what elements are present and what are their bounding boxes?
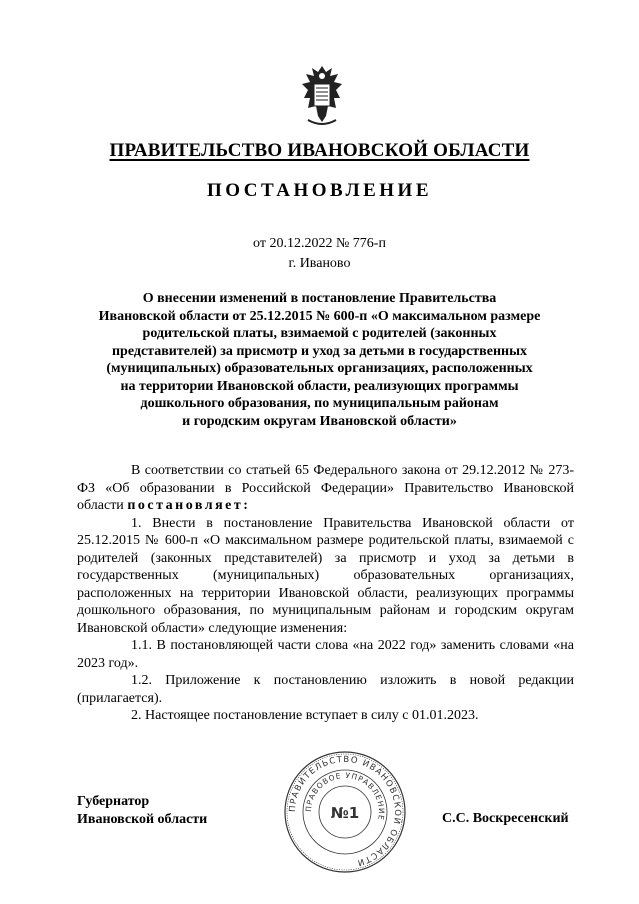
subject-line: и городским округам Ивановской области» xyxy=(182,413,457,429)
signatory-title: Губернатор Ивановской области xyxy=(77,794,208,827)
signatory-name: С.С. Воскресенский xyxy=(442,811,569,826)
subject-line: Ивановской области от 25.12.2015 № 600-п «О максимальном размере xyxy=(98,308,541,324)
date-number: от 20.12.2022 № 776-п xyxy=(253,236,386,251)
city: г. Иваново xyxy=(288,256,351,271)
subject-line: представителей) за присмотр и уход за детьми в государственных xyxy=(111,343,528,359)
intro-paragraph: В соответствии со статьей 65 Федерального закона от 29.12.2012 № 273-ФЗ «Об образовании в Российской Федерации» Правительство Ивановской области постановляет: xyxy=(77,463,574,513)
subject-line: (муниципальных) образовательных организациях, расположенных xyxy=(106,361,533,376)
item-1: 1. Внести в постановление Правительства Ивановской области от 25.12.2015 № 600-п «О максимальном размере родительской платы, взимаемой с родителей (законных представителей) за присмотр и уход за детьми в государственных (муниципальных) образовательных организациях, расположенных на территории Ивановской области, реализующих программы дошкольного образования, по муниципальным районам и городским округам Ивановской области» следующие изменения: xyxy=(77,515,574,636)
subject-title xyxy=(70,290,569,430)
document-body xyxy=(77,462,574,725)
resolves-word: постановляет: xyxy=(127,498,251,513)
item-1-1: 1.1. В постановляющей части слова «на 2022 год» заменить словами «на 2023 год». xyxy=(77,638,574,671)
seal-outer-text: ПРАВИТЕЛЬСТВО ИВАНОВСКОЙ ОБЛАСТИ xyxy=(287,754,403,868)
seal-inner-text: ПРАВОВОЕ УПРАВЛЕНИЕ xyxy=(303,770,387,822)
document-type: ПОСТАНОВЛЕНИЕ xyxy=(206,180,433,201)
subject-line: на территории Ивановской области, реализующих программы xyxy=(120,378,519,394)
item-1-2: 1.2. Приложение к постановлению изложить в новой редакции (прилагается). xyxy=(77,673,574,706)
government-title: ПРАВИТЕЛЬСТВО ИВАНОВСКОЙ ОБЛАСТИ xyxy=(109,140,530,161)
item-2: 2. Настоящее постановление вступает в силу с 01.01.2023. xyxy=(131,708,479,723)
subject-line: дошкольного образования, по муниципальным районам xyxy=(140,396,499,411)
subject-line: родительской платы, взимаемой с родителей (законных xyxy=(142,326,497,341)
subject-line: О внесении изменений в постановление Правительства xyxy=(142,291,497,306)
coat-of-arms-icon xyxy=(294,62,350,128)
seal-number: №1 xyxy=(330,804,360,822)
official-seal xyxy=(283,750,407,874)
